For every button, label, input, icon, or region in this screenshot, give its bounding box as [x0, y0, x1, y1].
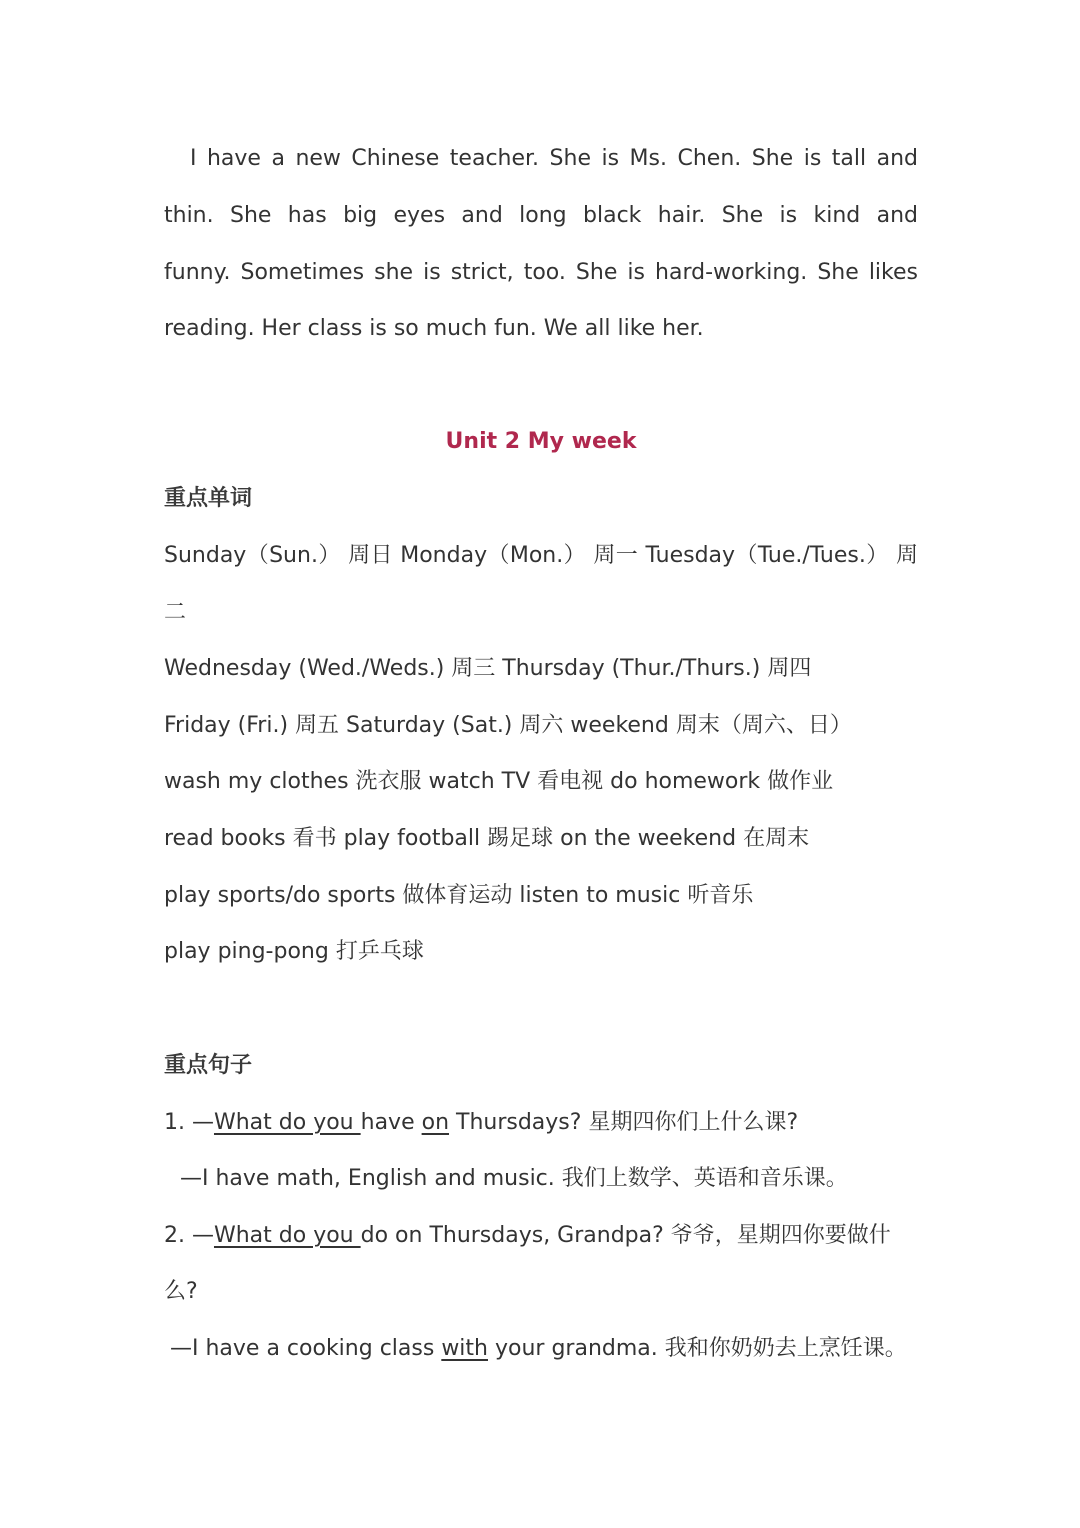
vocab-line-7: play sports/do sports 做体育运动 listen to music 听音乐	[164, 883, 754, 908]
sentence-1-answer: —I have math, English and music. 我们上数学、英语和音乐课。	[180, 1166, 848, 1191]
passage-line-2: thin. She has big eyes and long black hair. She is kind and	[164, 203, 918, 228]
sentences-heading: 重点句子	[164, 1053, 253, 1078]
sentence-2-continuation: 么?	[164, 1279, 198, 1304]
sentence-1-underlined-on: on	[421, 1110, 450, 1135]
sentence-2-answer-start: —I have a cooking class	[170, 1336, 442, 1361]
sentence-2-underlined-phrase: What do you	[213, 1223, 361, 1248]
sentence-1-text-have: have	[360, 1110, 422, 1135]
vocab-line-5: wash my clothes 洗衣服 watch TV 看电视 do homework 做作业	[164, 769, 834, 794]
sentence-2-number: 2. —	[164, 1223, 214, 1248]
sentence-2-answer	[164, 1333, 918, 1365]
vocab-line-1: Sunday（Sun.） 周日 Monday（Mon.） 周一 Tuesday（Tue./Tues.） 周	[164, 543, 918, 568]
sentence-2-underlined-with: with	[441, 1336, 488, 1361]
sentence-1-underlined-phrase: What do you	[213, 1110, 361, 1135]
unit-title: Unit 2 My week	[445, 429, 637, 454]
vocab-line-3: Wednesday (Wed./Weds.) 周三 Thursday (Thur./Thurs.) 周四	[164, 656, 812, 681]
sentence-2-text-rest: do on Thursdays, Grandpa? 爷爷，星期四你要做什	[360, 1223, 891, 1248]
sentence-2-answer-end: your grandma. 我和你奶奶去上烹饪课。	[488, 1336, 907, 1361]
sentence-1-number: 1. —	[164, 1110, 214, 1135]
vocab-line-2: 二	[164, 600, 187, 625]
sentence-2-question	[164, 1220, 918, 1252]
passage-line-1: I have a new Chinese teacher. She is Ms. Chen. She is tall and	[190, 146, 918, 171]
vocab-line-4: Friday (Fri.) 周五 Saturday (Sat.) 周六 weekend 周末（周六、日）	[164, 713, 852, 738]
passage-line-4: reading. Her class is so much fun. We all like her.	[164, 316, 704, 341]
sentence-1-question	[164, 1107, 918, 1139]
sentence-1-text-rest: Thursdays? 星期四你们上什么课?	[449, 1110, 799, 1135]
passage-line-3: funny. Sometimes she is strict, too. She is hard-working. She likes	[164, 260, 918, 285]
vocab-line-8: play ping-pong 打乒乓球	[164, 939, 424, 964]
vocab-line-6: read books 看书 play football 踢足球 on the weekend 在周末	[164, 826, 810, 851]
vocab-heading: 重点单词	[164, 486, 253, 511]
